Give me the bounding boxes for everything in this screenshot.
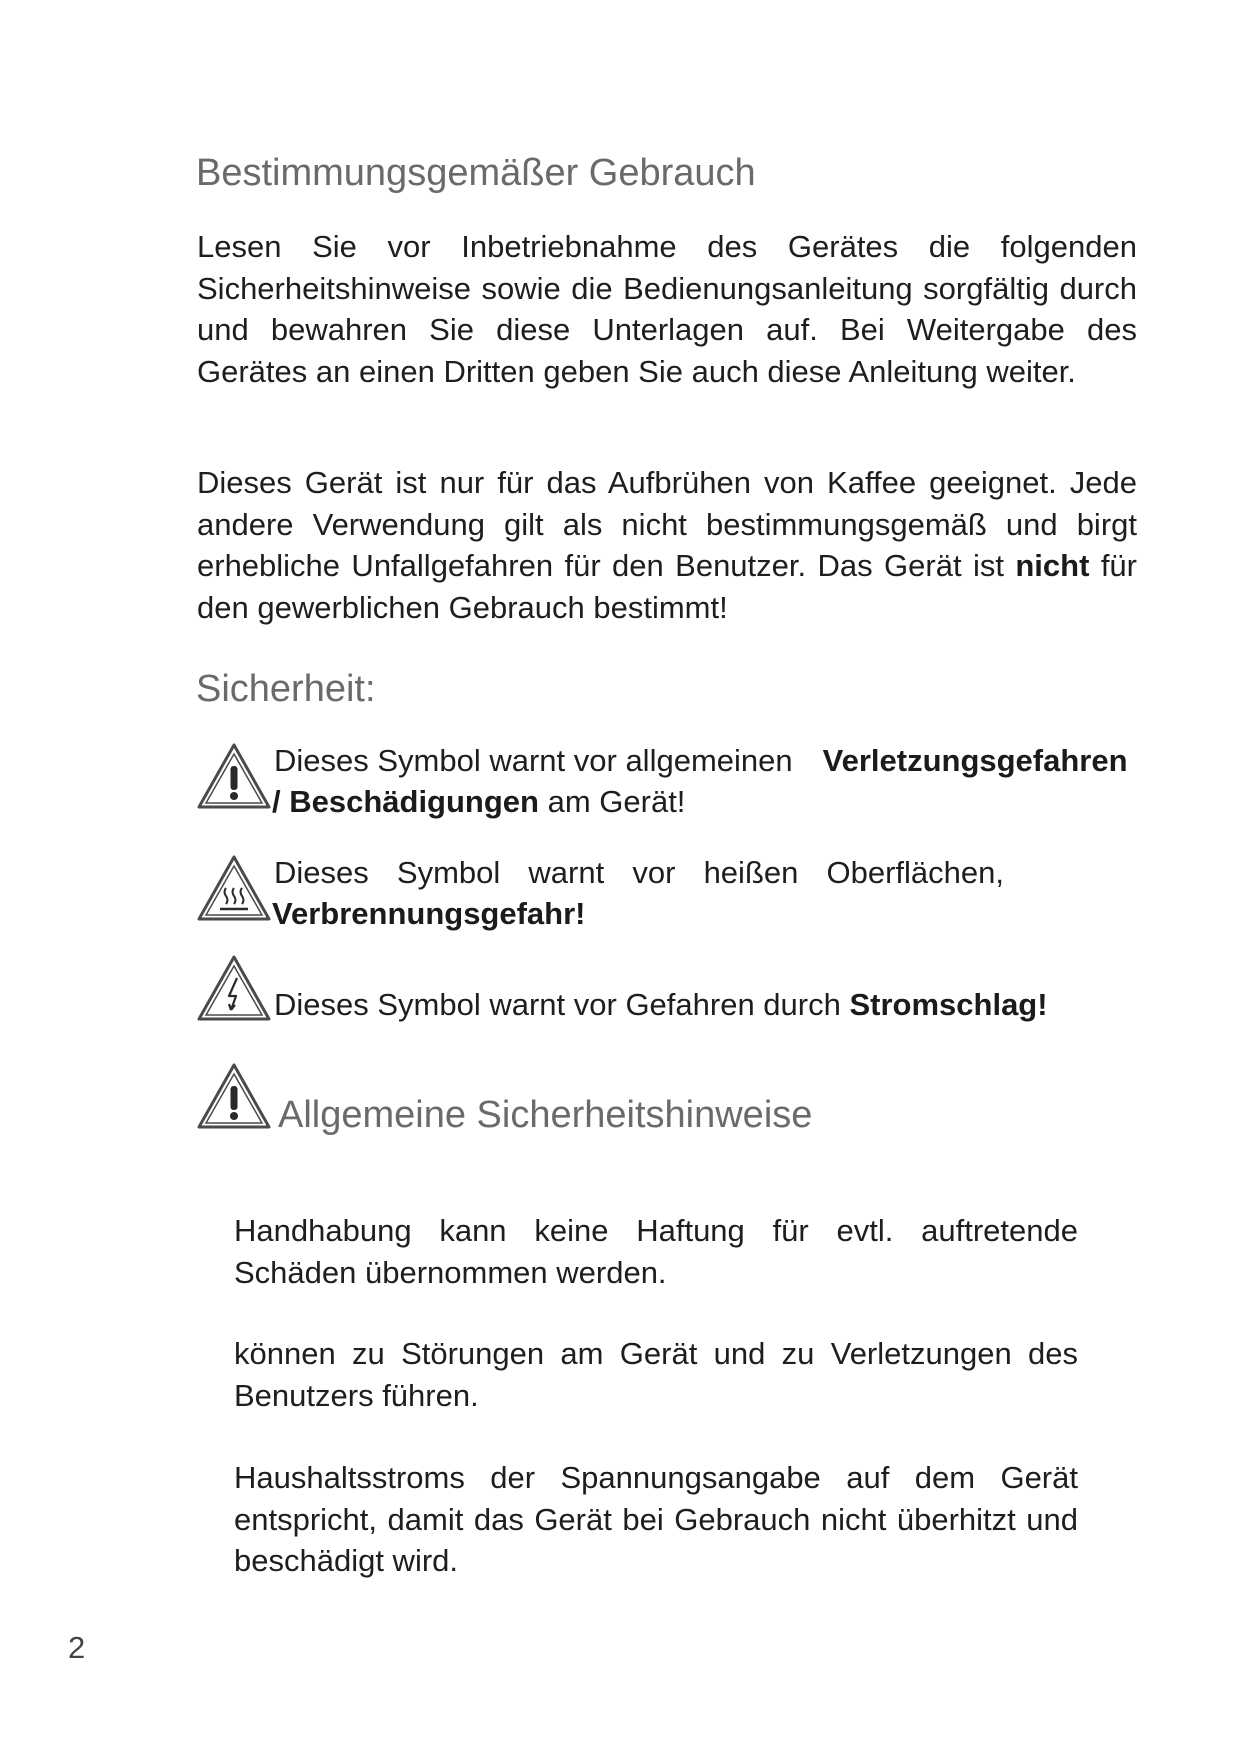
warning-shock-bold: Stromschlag! — [849, 987, 1048, 1022]
safety-note: Haushaltsstroms der Spannungsangabe auf dem Gerät entspricht, damit das Gerät bei Gebrauch nicht überhitzt und beschädigt wird. — [234, 1460, 1078, 1578]
usage-text-end: für den gewerblichen Gebrauch bestimmt! — [197, 548, 1137, 625]
usage-emphasis: nicht — [1015, 548, 1090, 583]
warning-general-bold2: / Beschädigungen — [272, 784, 539, 819]
usage-paragraph — [197, 462, 1137, 628]
warning-shock-text: Dieses Symbol warnt vor Gefahren durch — [274, 987, 850, 1022]
warning-general-text2: am Gerät! — [538, 784, 686, 819]
general-safety-title: Allgemeine Sicherheitshinweise — [278, 1094, 813, 1136]
intro-paragraph: Lesen Sie vor Inbetriebnahme des Gerätes die folgenden Sicherheitshinweise sowie die Bedienungsanleitung sorgfältig durch und bewahren Sie diese Unterlagen auf. Bei Weitergabe des Gerätes an einen Dritten geben Sie auch diese Anleitung weiter. — [197, 229, 1137, 389]
hot-surface-warning-icon — [196, 854, 272, 922]
warning-general-line1 — [274, 740, 1194, 782]
warning-shock-line — [274, 984, 1194, 1026]
warning-hot-line1: Dieses Symbol warnt vor heißen Oberflächen, — [274, 855, 1004, 890]
safety-note: können zu Störungen am Gerät und zu Verletzungen des Benutzers führen. — [234, 1336, 1078, 1413]
usage-text: Dieses Gerät ist nur für das Aufbrühen von Kaffee geeignet. Jede andere Verwendung gilt als nicht bestimmungsgemäß und birgt erhebliche Unfallgefahren für den Benutzer. Das Gerät ist — [197, 465, 1137, 583]
section-title: Bestimmungsgemäßer Gebrauch — [196, 152, 756, 194]
warning-general-line2 — [272, 781, 685, 823]
warning-general-bold: Verletzungsgefahren — [822, 743, 1128, 778]
exclamation-warning-icon — [196, 742, 272, 810]
warning-hot-bold: Verbrennungsgefahr! — [272, 896, 586, 931]
safety-note: Handhabung kann keine Haftung für evtl. auftretende Schäden übernommen werden. — [234, 1213, 1078, 1290]
exclamation-warning-icon — [196, 1062, 272, 1130]
safety-title: Sicherheit: — [196, 668, 376, 710]
warning-hot-line2 — [272, 893, 586, 935]
warning-general-text: Dieses Symbol warnt vor allgemeinen — [274, 743, 793, 778]
electric-shock-warning-icon — [196, 954, 272, 1022]
page-number: 2 — [68, 1630, 86, 1665]
